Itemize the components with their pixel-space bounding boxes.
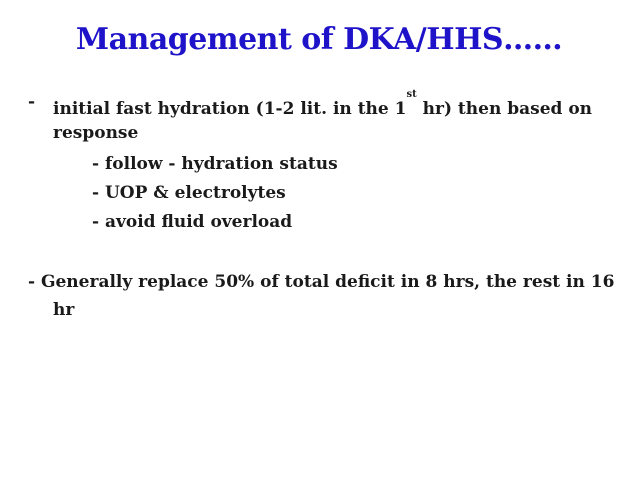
bullet-2-line-1: - Generally replace 50% of total deficit in 8 hrs, the rest in 16: [28, 272, 615, 292]
superscript-st: st: [406, 89, 417, 100]
sub-item-hydration-status: - follow - hydration status: [92, 154, 338, 174]
bullet-2-line-2: hr: [53, 300, 75, 320]
sub-item-fluid-overload: - avoid fluid overload: [92, 212, 293, 232]
bullet-marker: -: [28, 92, 36, 112]
bullet-1-line-2: response: [53, 123, 139, 143]
sub-item-uop-electrolytes: - UOP & electrolytes: [92, 183, 286, 203]
bullet-1-text-end: hr) then based on: [416, 99, 593, 119]
bullet-1-text-start: initial fast hydration (1-2 lit. in the 1: [53, 99, 407, 119]
slide-title: Management of DKA/HHS……: [75, 22, 563, 57]
bullet-1-line-1: [53, 89, 593, 121]
